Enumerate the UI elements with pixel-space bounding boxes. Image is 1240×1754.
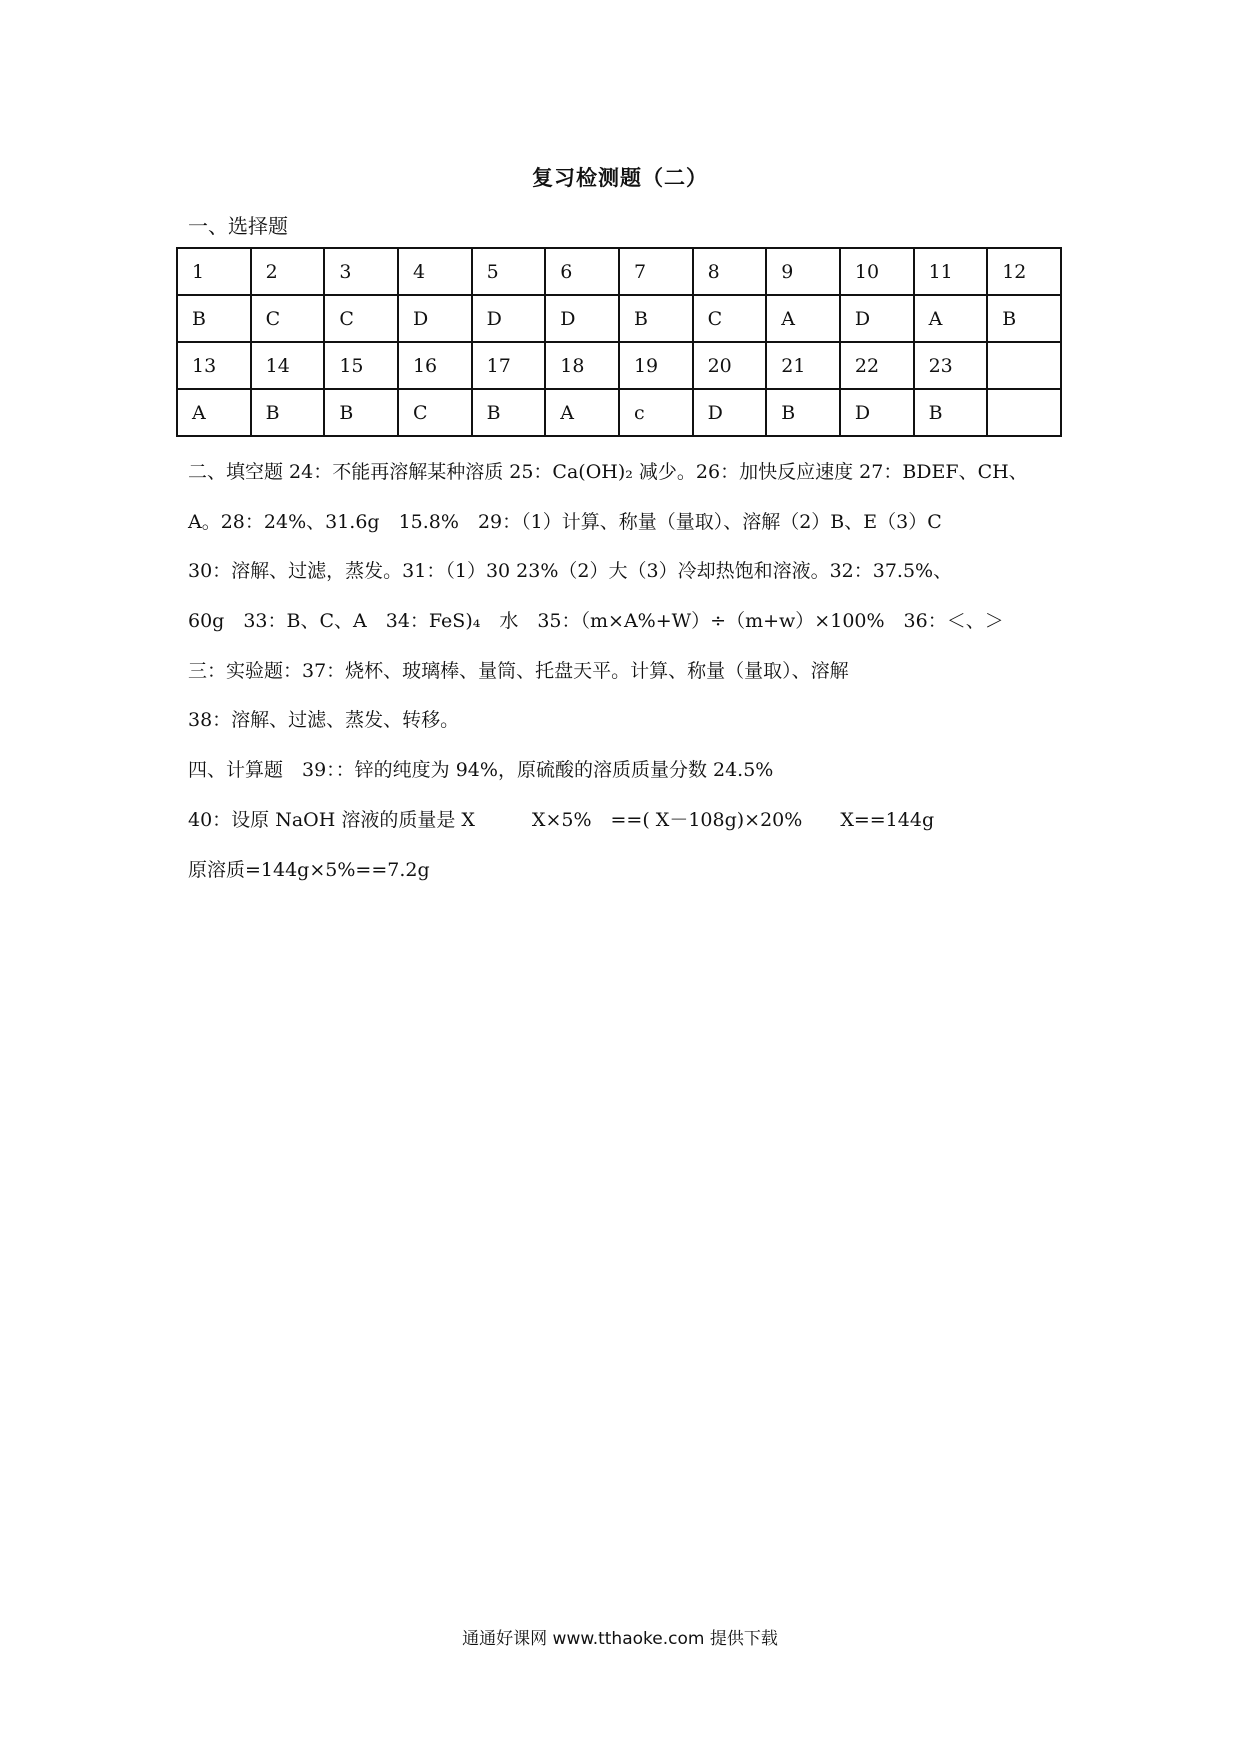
table-cell: B <box>914 389 988 436</box>
table-cell: 20 <box>693 342 767 389</box>
text-line: 40：设原 NaOH 溶液的质量是 X X×5% ==( X－108g)×20% X==144g <box>188 809 935 831</box>
table-cell: 3 <box>324 248 398 295</box>
text-line: 原溶质=144g×5%==7.2g <box>188 859 430 881</box>
table-cell: 14 <box>251 342 325 389</box>
table-cell: B <box>324 389 398 436</box>
table-cell: A <box>545 389 619 436</box>
table-row <box>177 389 1061 436</box>
table-cell: C <box>251 295 325 342</box>
table-cell: 11 <box>914 248 988 295</box>
answer-table <box>176 247 1062 437</box>
text-line: 三：实验题：37：烧杯、玻璃棒、量筒、托盘天平。计算、称量（量取）、溶解 <box>188 660 849 682</box>
table-cell: D <box>545 295 619 342</box>
table-cell: 2 <box>251 248 325 295</box>
table-cell: C <box>398 389 472 436</box>
table-cell: A <box>914 295 988 342</box>
table-cell: 7 <box>619 248 693 295</box>
table-cell: 23 <box>914 342 988 389</box>
table-cell: 16 <box>398 342 472 389</box>
table-cell <box>987 389 1061 436</box>
table-cell: D <box>472 295 546 342</box>
page-title: 复习检测题（二） <box>532 166 708 190</box>
footer-text: 通通好课网 www.tthaoke.com 提供下载 <box>462 1629 778 1649</box>
table-cell: B <box>987 295 1061 342</box>
table-cell: c <box>619 389 693 436</box>
text-line: 四、计算题 39：：锌的纯度为 94%，原硫酸的溶质质量分数 24.5% <box>188 759 774 781</box>
table-cell: A <box>177 389 251 436</box>
table-cell: B <box>251 389 325 436</box>
section-choice-label: 一、选择题 <box>188 214 288 238</box>
text-line: 60g 33：B、C、A 34：FeS)₄ 水 35：（m×A%+W）÷（m+w）×100% 36：＜、＞ <box>188 610 1004 632</box>
table-cell: D <box>840 295 914 342</box>
table-cell: D <box>693 389 767 436</box>
table-cell: 4 <box>398 248 472 295</box>
table-cell: 22 <box>840 342 914 389</box>
text-line: 二、填空题 24：不能再溶解某种溶质 25：Ca(OH)₂ 减少。26：加快反应速度 27：BDEF、CH、 <box>188 461 1028 483</box>
table-cell: 18 <box>545 342 619 389</box>
table-cell: 6 <box>545 248 619 295</box>
table-cell: 12 <box>987 248 1061 295</box>
table-cell: D <box>398 295 472 342</box>
table-cell: 10 <box>840 248 914 295</box>
table-cell: 15 <box>324 342 398 389</box>
table-cell: C <box>324 295 398 342</box>
table-cell: A <box>766 295 840 342</box>
table-cell: 21 <box>766 342 840 389</box>
table-cell: 13 <box>177 342 251 389</box>
text-line: 30：溶解、过滤，蒸发。31：（1）30 23%（2）大（3）冷却热饱和溶液。32：37.5%、 <box>188 560 953 582</box>
text-line: 38：溶解、过滤、蒸发、转移。 <box>188 709 460 731</box>
table-cell <box>987 342 1061 389</box>
table-cell: B <box>472 389 546 436</box>
table-cell: D <box>840 389 914 436</box>
table-cell: 1 <box>177 248 251 295</box>
table-cell: 8 <box>693 248 767 295</box>
table-cell: B <box>619 295 693 342</box>
table-cell: B <box>766 389 840 436</box>
table-cell: B <box>177 295 251 342</box>
table-cell: 17 <box>472 342 546 389</box>
table-cell: 5 <box>472 248 546 295</box>
table-cell: 19 <box>619 342 693 389</box>
table-cell: 9 <box>766 248 840 295</box>
table-row <box>177 342 1061 389</box>
table-cell: C <box>693 295 767 342</box>
text-line: A。28：24%、31.6g 15.8% 29：（1）计算、称量（量取）、溶解（2）B、E（3）C <box>188 511 942 533</box>
table-row <box>177 248 1061 295</box>
table-row <box>177 295 1061 342</box>
